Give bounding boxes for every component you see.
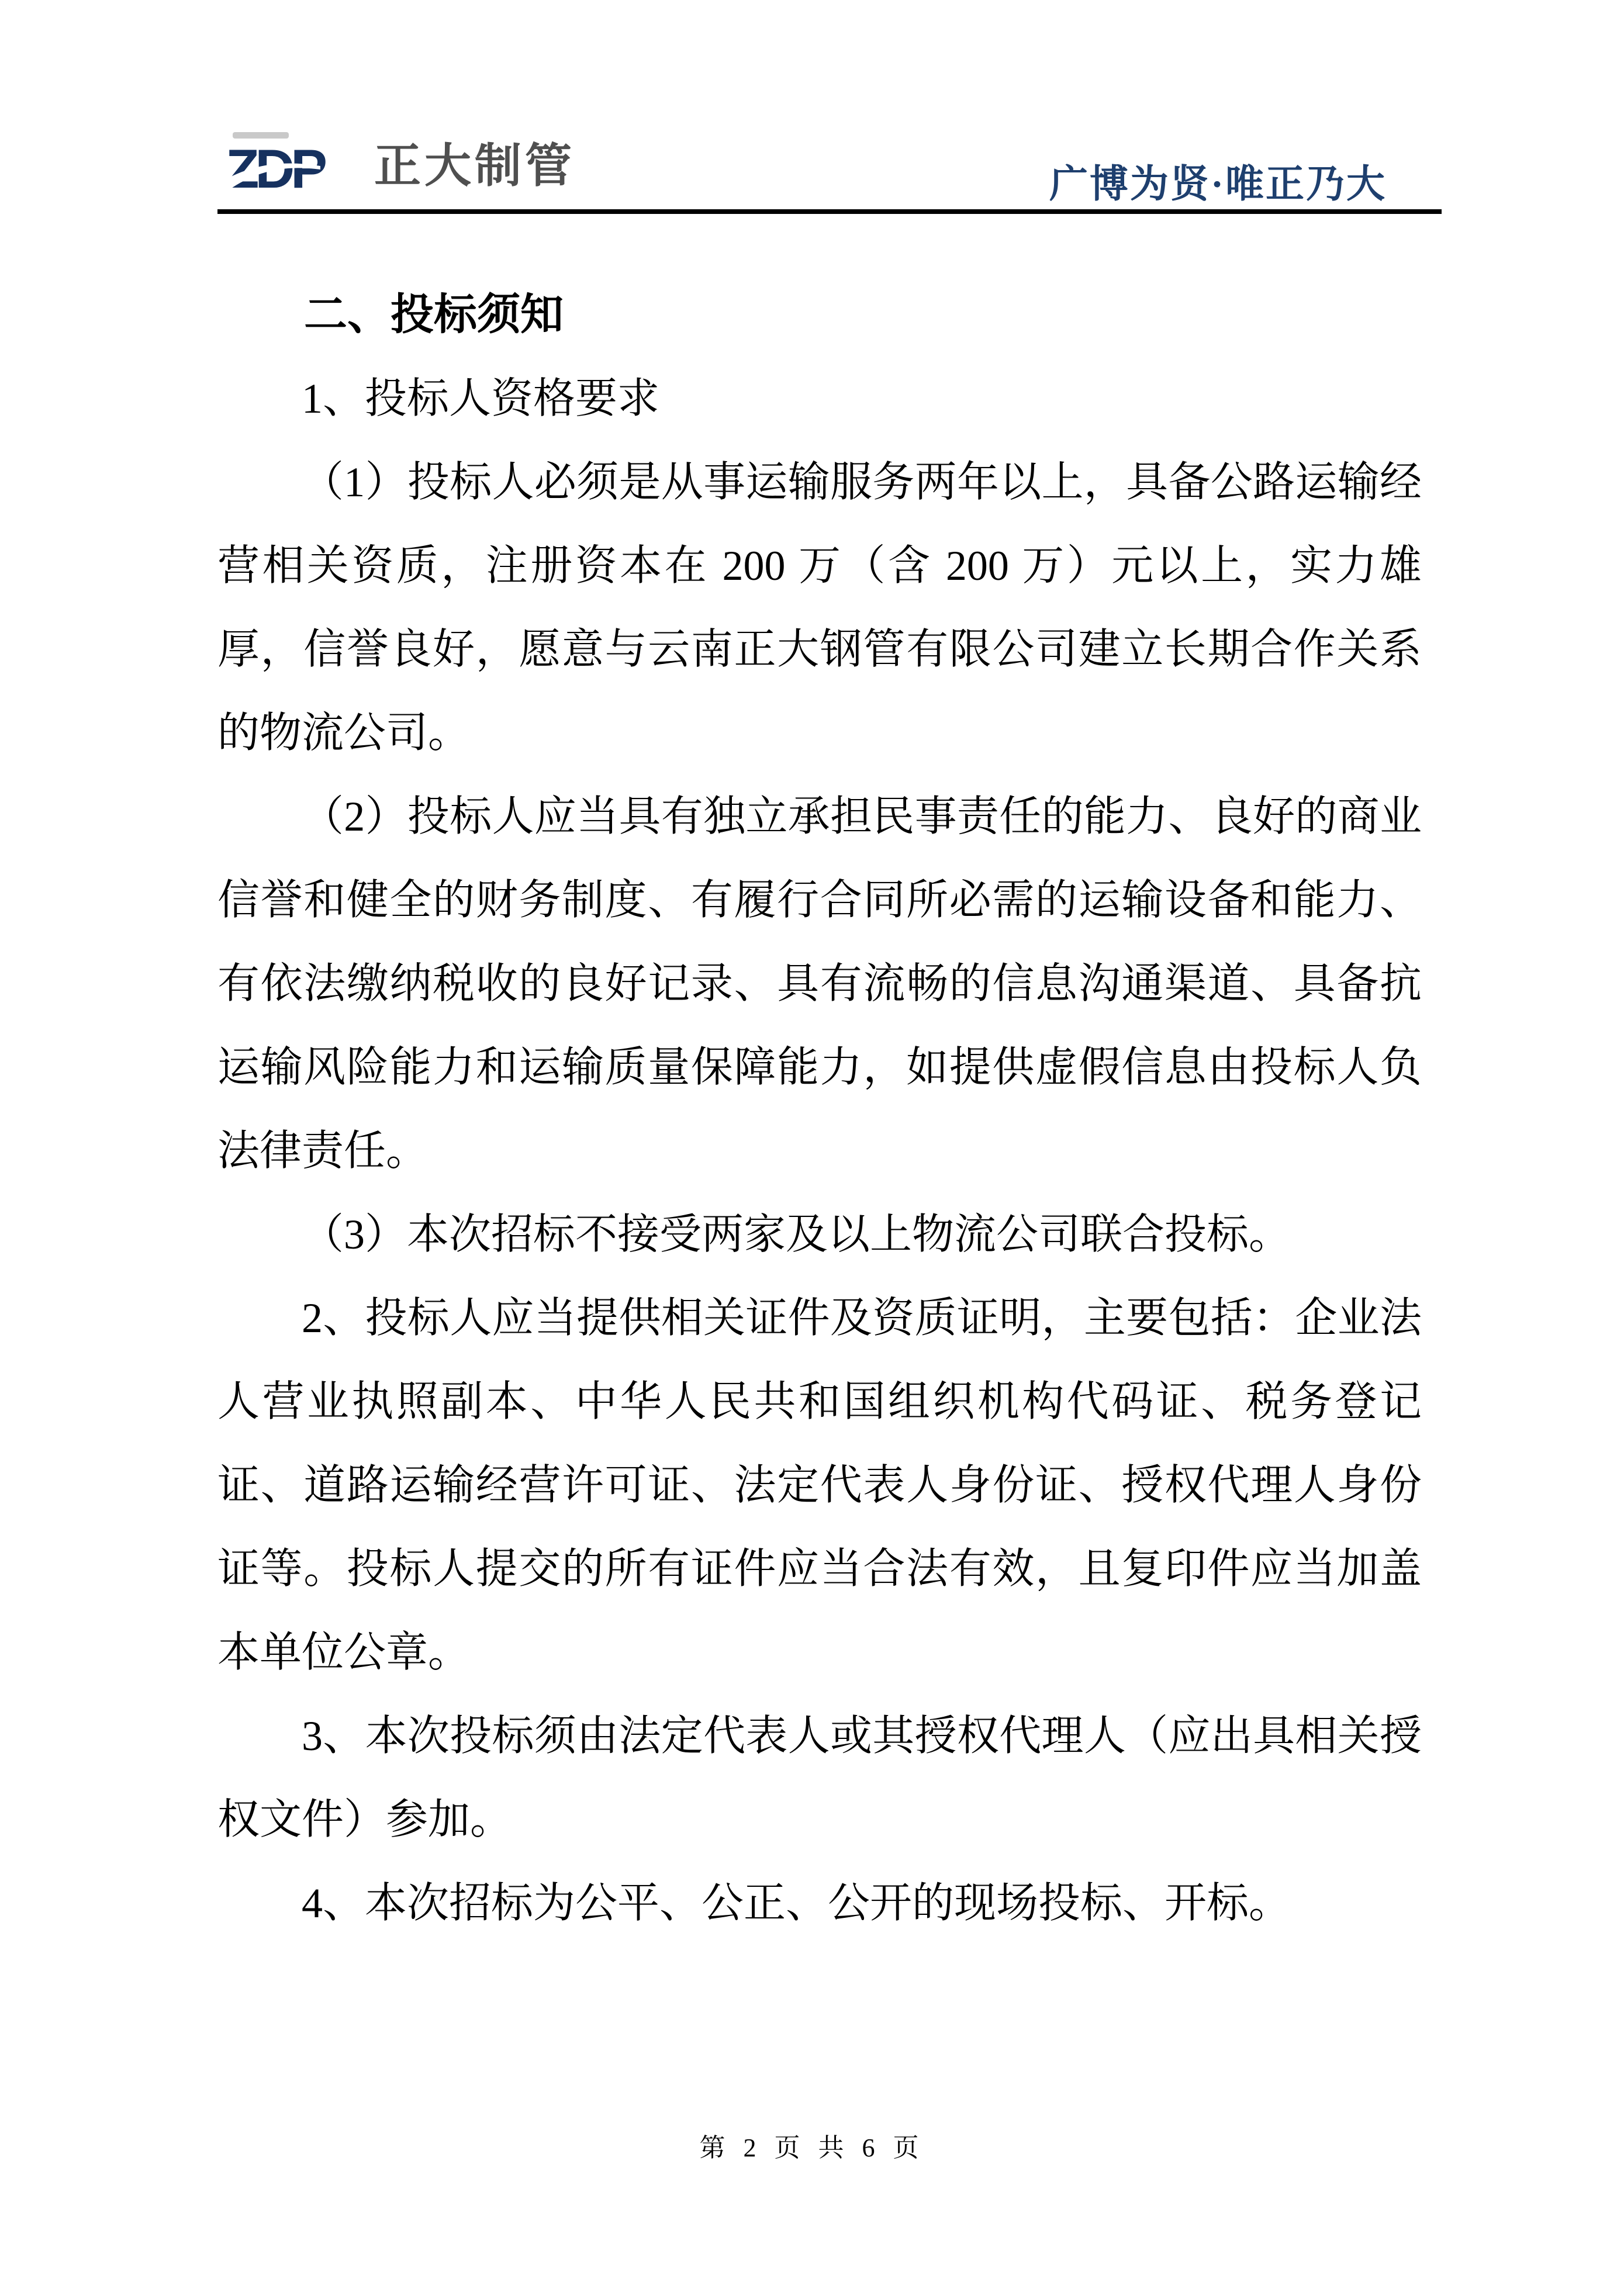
paragraph-3: （2）投标人应当具有独立承担民事责任的能力、良好的商业信誉和健全的财务制度、有履行合同所必需的运输设备和能力、有依法缴纳税收的良好记录、具有流畅的信息沟通渠道、具备抗运输风险能力和运输质量保障能力，如提供虚假信息由投标人负法律责任。 [217,793,1422,1174]
page-footer: 第 2 页 共 6 页 [699,2134,925,2162]
paragraph-6: 3、本次投标须由法定代表人或其授权代理人（应出具相关授权文件）参加。 [217,1713,1422,1843]
company-slogan: 广博为贤·唯正乃大 [1049,163,1387,206]
paragraph-4: （3）本次招标不接受两家及以上物流公司联合投标。 [302,1211,1291,1258]
logo-company-name: 正大制管 [374,140,575,192]
svg-text:ZDP: ZDP [226,138,323,191]
header-divider [217,209,1442,214]
document-body [217,274,1422,1945]
zdp-logo-icon [226,132,364,191]
paragraph-5: 2、投标人应当提供相关证件及资质证明，主要包括：企业法人营业执照副本、中华人民共和国组织机构代码证、税务登记证、道路运输经营许可证、法定代表人身份证、授权代理人身份证等。投标人提交的所有证件应当合法有效，且复印件应当加盖本单位公章。 [217,1295,1422,1676]
section-heading: 二、投标须知 [304,291,564,339]
paragraph-2: （1）投标人必须是从事运输服务两年以上，具备公路运输经营相关资质，注册资本在 200 万（含 200 万）元以上，实力雄厚，信誉良好，愿意与云南正大钢管有限公司建立长期合作关系的物流公司。 [217,459,1422,756]
paragraph-7: 4、本次招标为公平、公正、公开的现场投标、开标。 [302,1880,1291,1927]
paragraph-1: 1、投标人资格要求 [302,375,660,422]
